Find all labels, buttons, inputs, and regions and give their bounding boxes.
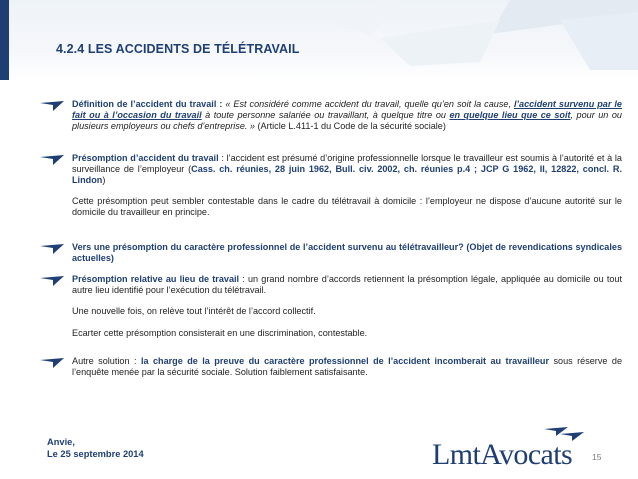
- other-solution-intro: Autre solution :: [72, 355, 141, 366]
- presumption-case-ref: Cass. ch. réunies, 28 juin 1962, Bull. civ. 2002, ch. réunies p.4 ; JCP G 1962, II, 12822, concl. R. Lindon: [72, 163, 622, 186]
- definition-quote-1: « Est considéré comme accident du travail, quelle qu’en soit la cause,: [222, 99, 514, 109]
- header-decoration: [260, 0, 638, 80]
- arrow-bullet-icon: [40, 155, 64, 165]
- place-of-work-text: : un grand nombre d’accords retiennent la présomption légale, appliquée au domicile ou tout autre lieu identifié pour l’exécution du télétravail.: [72, 274, 622, 296]
- discrimination-note: Ecarter cette présomption consisterait en une discrimination, contestable.: [72, 327, 368, 338]
- arrow-bullet-icon: [40, 101, 64, 111]
- arrow-bullet-icon: [40, 276, 64, 286]
- left-accent-bar: [0, 0, 9, 80]
- content-area: [40, 99, 622, 378]
- bullet-definition: [40, 99, 622, 133]
- definition-underline-1: l’accident survenu par le fait ou à l’occasion du travail: [72, 99, 622, 121]
- definition-paragraph: [72, 99, 622, 133]
- bullet-towards-presumption: [40, 242, 622, 264]
- place-of-work-paragraph: [72, 274, 622, 296]
- presumption-paragraph: [72, 153, 622, 187]
- place-of-work-label: Présomption relative au lieu de travail: [72, 274, 240, 285]
- presumption-text-end: ): [102, 175, 106, 186]
- collective-agreement-note: Une nouvelle fois, on relève tout l’intérêt de l’accord collectif.: [72, 306, 316, 317]
- page-number: 15: [592, 452, 602, 462]
- other-solution-paragraph: [72, 356, 622, 378]
- presumption-comment: Cette présomption peut sembler contestable dans le cadre du télétravail à domicile : l’employeur ne dispose d’aucune autorité sur le domicile du travailleur en principe.: [72, 196, 622, 218]
- bullet-presumption: [40, 153, 622, 219]
- presumption-label: Présomption d’accident du travail: [72, 152, 219, 163]
- towards-presumption-text: Vers une présomption du caractère professionnel de l’accident survenu au télétravailleur? (Objet de revendications syndicales actuelles): [72, 241, 622, 263]
- other-solution-bold: la charge de la preuve du caractère professionnel de l’accident incomberait au travailleur: [140, 355, 550, 366]
- definition-reference: (Article L.411-1 du Code de la sécurité sociale): [254, 121, 446, 132]
- footer-date: Le 25 septembre 2014: [47, 449, 144, 459]
- definition-underline-2: en quelque lieu que ce soit: [449, 110, 571, 121]
- other-solution-end: sous réserve de l’enquête menée par la sécurité sociale. Solution faiblement satisfaisante.: [72, 355, 622, 378]
- bullet-other-solution: [40, 356, 622, 378]
- arrow-bullet-icon: [40, 244, 64, 254]
- page-title: 4.2.4 LES ACCIDENTS DE TÉLÉTRAVAIL: [56, 42, 300, 56]
- lmt-avocats-logo: [432, 426, 587, 470]
- footer-event: [47, 436, 144, 460]
- svg-text:LmtAvocats: LmtAvocats: [432, 438, 573, 470]
- definition-quote-3: , pour un ou plusieurs employeurs ou chefs d’entreprise. »: [72, 110, 622, 132]
- arrow-bullet-icon: [40, 358, 64, 368]
- footer-city: Anvie,: [47, 437, 75, 447]
- bullet-place-of-work: [40, 274, 622, 339]
- definition-label: Définition de l’accident du travail :: [72, 99, 223, 109]
- presumption-text: : l’accident est présumé d’origine professionnelle lorsque le travailleur est soumis à l’autorité et à la surveillance de l’employeur (: [72, 152, 622, 174]
- definition-quote-2: à toute personne salariée ou travaillant, à quelque titre ou: [201, 110, 450, 121]
